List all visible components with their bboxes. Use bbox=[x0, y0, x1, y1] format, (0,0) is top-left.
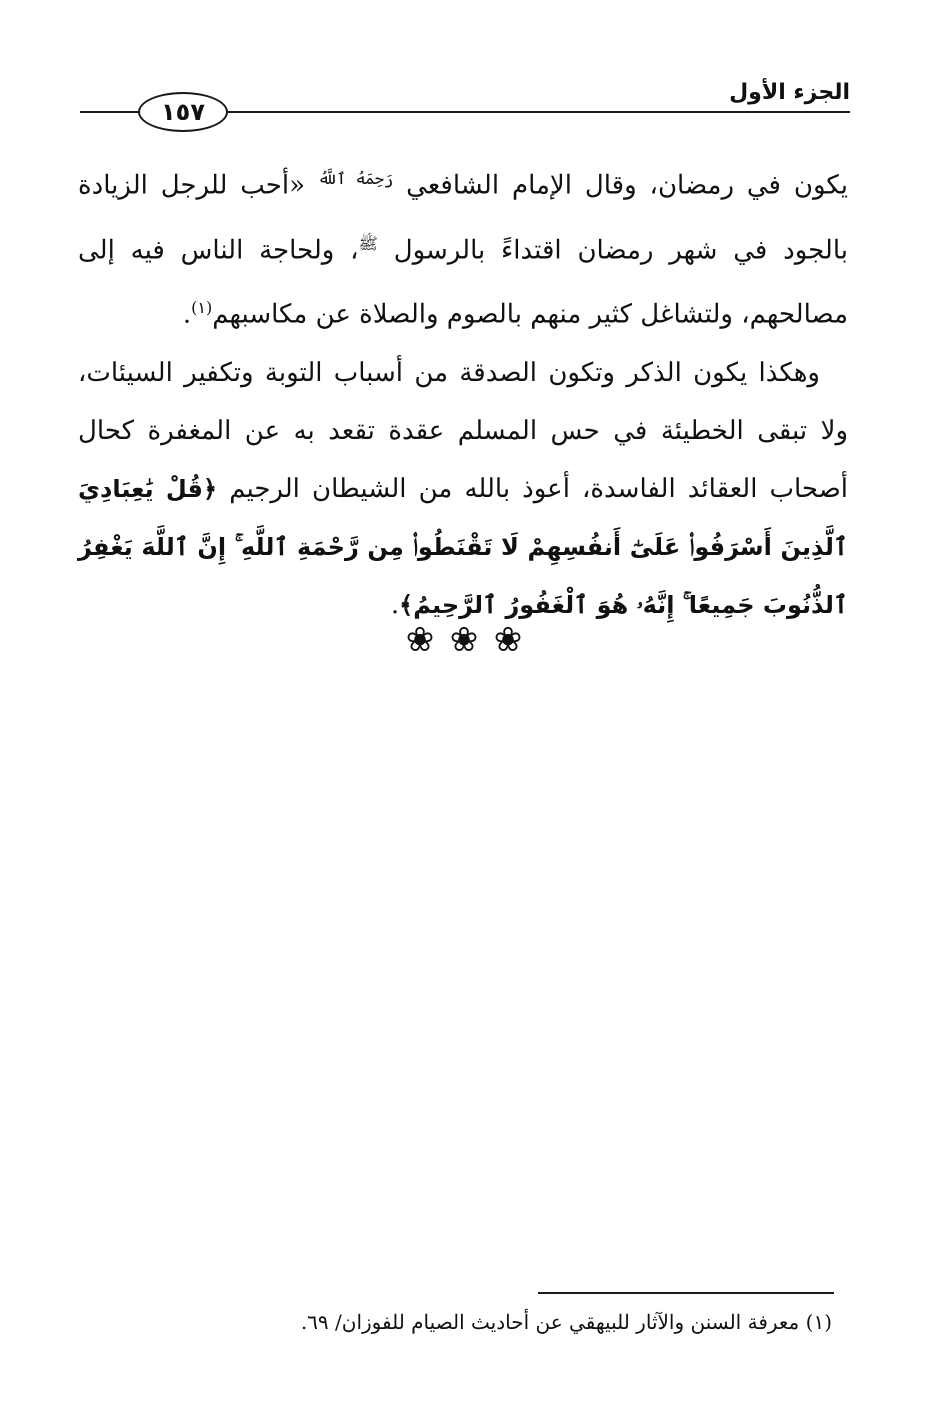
page-number: ١٥٧ bbox=[138, 92, 228, 132]
paragraph-1-end: . bbox=[182, 299, 192, 330]
body-text bbox=[78, 150, 848, 634]
paragraph-2-text-a: وهكذا يكون الذكر وتكون الصدقة من أسباب التوبة وتكفير السيئات، ولا تبقى الخطيئة في حس المسلم عقدة تقعد به عن المغفرة كحال أصحاب العقائد الفاسدة، أعوذ بالله من الشيطان الرجيم bbox=[78, 357, 849, 504]
running-title: الجزء الأول bbox=[729, 80, 850, 105]
paragraph-1-text-a: يكون في رمضان، وقال الإمام الشافعي bbox=[406, 170, 849, 201]
paragraph-1 bbox=[78, 150, 848, 344]
footnote-reference[interactable]: (١) bbox=[191, 298, 213, 318]
section-ornaments bbox=[0, 620, 938, 660]
quran-verse: ﴿قُلْ يَٰعِبَادِيَ ٱلَّذِينَ أَسْرَفُوا۟ عَلَىٰٓ أَنفُسِهِمْ لَا تَقْنَطُوا۟ مِن رَّحْمَةِ ٱللَّهِ ۚ إِنَّ ٱللَّهَ يَغْفِرُ ٱلذُّنُوبَ جَمِيعًا ۚ إِنَّهُۥ هُوَ ٱلْغَفُورُ ٱلرَّحِيمُ﴾ bbox=[78, 474, 848, 619]
paragraph-2-end: . bbox=[390, 589, 400, 620]
honorific-salla-allah: ﷺ bbox=[358, 233, 378, 253]
ornament-icon: ❀ bbox=[449, 620, 489, 660]
paragraph-2 bbox=[78, 344, 848, 634]
footnote-rule bbox=[538, 1292, 834, 1294]
paragraph-1-text-c: ، ولحاجة الناس فيه إلى مصالحهم، ولتشاغل كثير منهم بالصوم والصلاة عن مكاسبهم bbox=[78, 235, 848, 330]
paragraph-1-text-b: «أحب للرجل الزيادة بالجود في شهر رمضان اقتداءً بالرسول bbox=[78, 170, 849, 266]
footnote: (١) معرفة السنن والآثار للبيهقي عن أحاديث الصيام للفوزان/ ٦٩. bbox=[300, 1310, 832, 1334]
ornament-icon: ❀ bbox=[405, 620, 445, 660]
ornament-icon: ❀ bbox=[493, 620, 533, 660]
honorific-rahimahullah: رَحِمَهُ ٱللَّهُ bbox=[317, 169, 394, 188]
